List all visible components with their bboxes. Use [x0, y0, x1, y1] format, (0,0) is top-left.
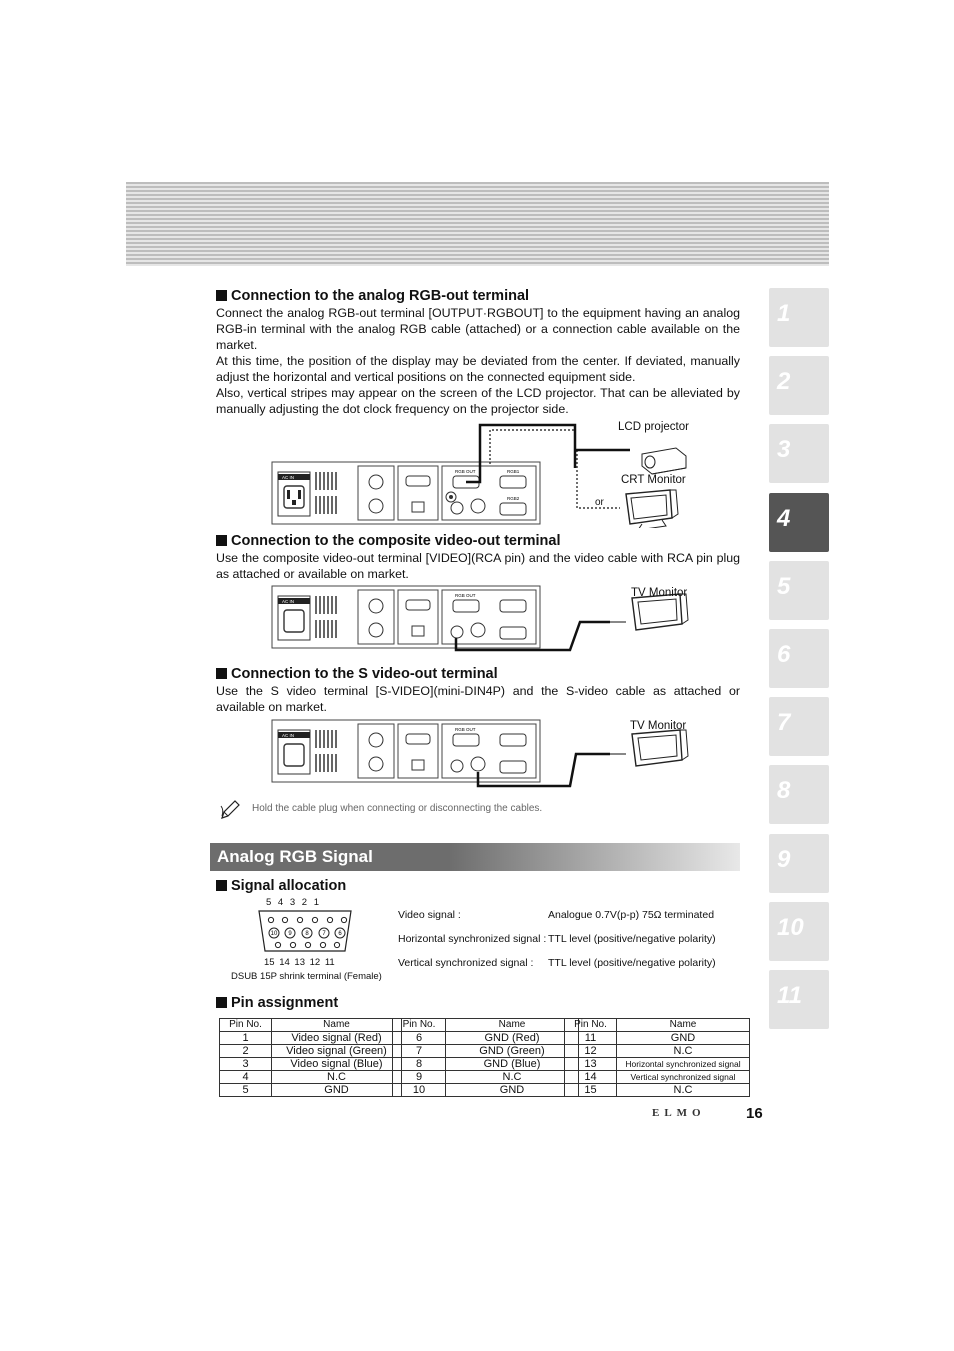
note-text: Hold the cable plug when connecting or disconnecting the cables. [252, 803, 543, 814]
column-header-pin: Pin No. [220, 1019, 272, 1032]
chapter-tab-label: 7 [777, 709, 791, 737]
table-row [393, 1058, 579, 1071]
chapter-tab-label: 9 [777, 845, 791, 873]
pin-number: 11 [565, 1032, 617, 1045]
column-header-name: Name [446, 1019, 579, 1032]
dsub-connector-diagram [255, 907, 355, 957]
analog-rgb-heading-band [210, 843, 740, 871]
pin-number: 7 [393, 1045, 446, 1058]
chapter-tab-7[interactable] [769, 697, 829, 756]
brand-logo: ELMO [652, 1107, 706, 1119]
table-row [565, 1045, 750, 1058]
label-or: or [595, 497, 604, 508]
label-crt-monitor: CRT Monitor [621, 474, 686, 486]
pin-name: GND (Red) [446, 1032, 579, 1045]
pin-table [564, 1018, 750, 1097]
table-row [220, 1084, 402, 1097]
table-row [393, 1032, 579, 1045]
pin-table [392, 1018, 579, 1097]
pin-number: 15 [565, 1084, 617, 1097]
chapter-tab-label: 6 [777, 641, 791, 668]
chapter-tab-label: 1 [777, 300, 791, 327]
pin-name: GND (Green) [446, 1045, 579, 1058]
pin-name: Video signal (Green) [272, 1045, 402, 1058]
chapter-tab-5[interactable] [769, 561, 829, 620]
chapter-tab-4[interactable] [769, 493, 829, 552]
pin-name: GND (Blue) [446, 1058, 579, 1071]
table-row [220, 1032, 402, 1045]
pin-number: 2 [220, 1045, 272, 1058]
pin-number: 4 [220, 1071, 272, 1084]
chapter-tab-10[interactable] [769, 902, 829, 961]
pin-number: 1 [220, 1032, 272, 1045]
pin-number: 12 [565, 1045, 617, 1058]
pin-name: GND [617, 1032, 750, 1045]
pencil-note-icon [218, 798, 242, 822]
pin-name: Horizontal synchronized signal [617, 1058, 750, 1071]
pin-name: Vertical synchronized signal [617, 1071, 750, 1084]
section-body-svideo: Use the S video terminal [S-VIDEO](mini-DIN4P) and the S-video cable as attached or available on market. [216, 684, 740, 714]
signal-name: Video signal : [398, 909, 461, 921]
table-row [565, 1071, 750, 1084]
table-row [565, 1058, 750, 1071]
svg-text:RGB OUT: RGB OUT [455, 593, 476, 598]
svg-text:7: 7 [322, 931, 326, 937]
connector-caption: DSUB 15P shrink terminal (Female) [231, 971, 382, 982]
header-stripe-band [126, 182, 829, 266]
chapter-tab-label: 3 [777, 436, 791, 464]
label-tv-monitor-svideo: TV Monitor [630, 720, 687, 732]
section-title-composite: Connection to the composite video-out terminal [216, 533, 561, 549]
chapter-tab-11[interactable] [769, 970, 829, 1029]
pin-number: 5 [220, 1084, 272, 1097]
connector-pins-top: 5 4 3 2 1 [266, 897, 319, 908]
pin-assignment-title: Pin assignment [216, 995, 338, 1011]
pin-number: 9 [393, 1071, 446, 1084]
pin-number: 6 [393, 1032, 446, 1045]
chapter-tab-label: 10 [777, 913, 804, 941]
signal-allocation-title: Signal allocation [216, 878, 346, 894]
label-lcd-projector: LCD projector [618, 421, 689, 433]
section-title-svideo: Connection to the S video-out terminal [216, 666, 498, 682]
pin-name: N.C [617, 1045, 750, 1058]
pin-number: 14 [565, 1071, 617, 1084]
column-header-name: Name [617, 1019, 750, 1032]
svg-text:9: 9 [288, 931, 292, 937]
signal-value: TTL level (positive/negative polarity) [548, 957, 716, 969]
signal-name: Horizontal synchronized signal : [398, 933, 547, 945]
chapter-tab-label: 11 [777, 982, 802, 1009]
section-body-rgb-out: Connect the analog RGB-out terminal [OUTPUT·RGBOUT] to the equipment having an analog RGB-in terminal with the analog RGB cable (attached) or a connection cable available on the market. At this time, the position of the display may be deviated from the center. If deviated, manually adjust the horizontal and vertical positions on the connected equipment side. Also, vertical stripes may appear on the screen of the LCD projector. That can be alleviated by manually adjusting the dot clock frequency on the projector side. [216, 306, 740, 416]
column-header-pin: Pin No. [393, 1019, 446, 1032]
pin-table [219, 1018, 402, 1097]
svg-text:RGB1: RGB1 [507, 469, 520, 474]
svg-text:AC IN: AC IN [282, 733, 295, 738]
table-row [393, 1045, 579, 1058]
svg-text:8: 8 [305, 931, 309, 937]
table-row [393, 1084, 579, 1097]
signal-value: TTL level (positive/negative polarity) [548, 933, 716, 945]
pin-number: 3 [220, 1058, 272, 1071]
pin-name: N.C [446, 1071, 579, 1084]
connector-pins-bottom: 15 14 13 12 11 [264, 957, 335, 968]
section-title-rgb-out: Connection to the analog RGB-out terminal [216, 288, 529, 304]
chapter-tab-2[interactable] [769, 356, 829, 415]
chapter-tab-6[interactable] [769, 629, 829, 688]
chapter-tab-label: 4 [777, 504, 791, 532]
column-header-name: Name [272, 1019, 402, 1032]
chapter-tab-label: 8 [777, 777, 791, 805]
table-row [220, 1058, 402, 1071]
svg-text:6: 6 [338, 931, 342, 937]
svg-text:RGB OUT: RGB OUT [455, 727, 476, 732]
chapter-tab-1[interactable] [769, 288, 829, 347]
chapter-tab-label: 2 [777, 368, 791, 396]
page-number: 16 [746, 1105, 763, 1122]
pin-name: N.C [617, 1084, 750, 1097]
pin-name: Video signal (Blue) [272, 1058, 402, 1071]
pin-name: GND [446, 1084, 579, 1097]
chapter-tab-8[interactable] [769, 765, 829, 824]
section-body-composite: Use the composite video-out terminal [VIDEO](RCA pin) and the video cable with RCA pin plug as attached or available on market. [216, 551, 740, 581]
table-row [565, 1032, 750, 1045]
pin-number: 13 [565, 1058, 617, 1071]
pin-number: 10 [393, 1084, 446, 1097]
pin-name: N.C [272, 1071, 402, 1084]
pin-number: 8 [393, 1058, 446, 1071]
svg-text:RGB2: RGB2 [507, 496, 520, 501]
table-row [565, 1084, 750, 1097]
column-header-pin: Pin No. [565, 1019, 617, 1032]
svg-text:10: 10 [270, 931, 278, 937]
chapter-tab-3[interactable] [769, 424, 829, 483]
table-row [220, 1071, 402, 1084]
svg-text:AC IN: AC IN [282, 599, 295, 604]
chapter-tab-label: 5 [777, 572, 791, 600]
pin-name: GND [272, 1084, 402, 1097]
table-row [220, 1045, 402, 1058]
svg-text:AC IN: AC IN [282, 475, 295, 480]
signal-name: Vertical synchronized signal : [398, 957, 534, 969]
svg-text:RGB OUT: RGB OUT [455, 469, 476, 474]
chapter-tab-9[interactable] [769, 834, 829, 893]
label-tv-monitor-composite: TV Monitor [631, 587, 688, 599]
pin-name: Video signal (Red) [272, 1032, 402, 1045]
analog-rgb-heading: Analog RGB Signal [217, 847, 373, 866]
signal-value: Analogue 0.7V(p-p) 75Ω terminated [548, 909, 715, 921]
table-row [393, 1071, 579, 1084]
